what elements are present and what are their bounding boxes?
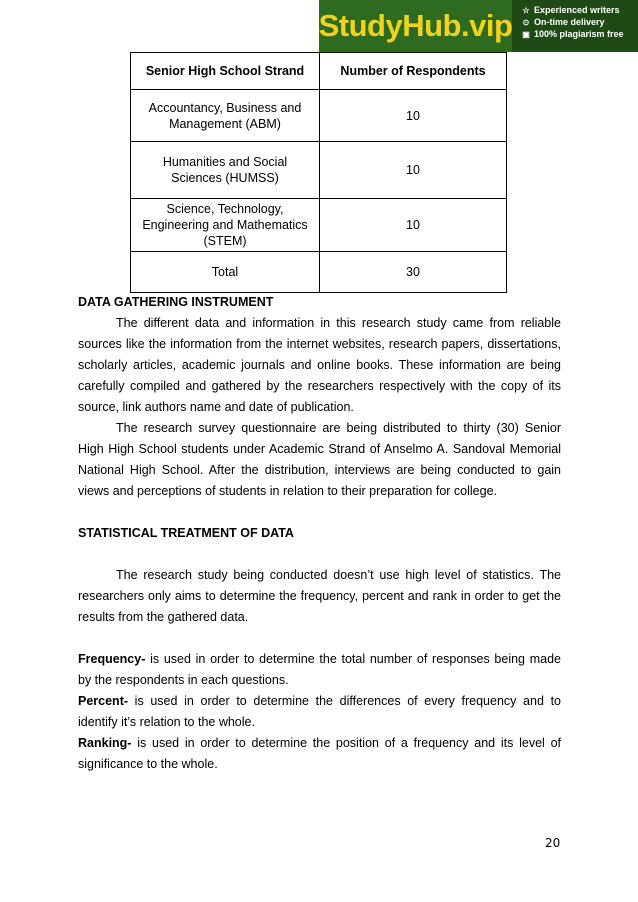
feature-list bbox=[512, 0, 638, 52]
feature-text: On-time delivery bbox=[534, 17, 605, 27]
table-row bbox=[131, 142, 507, 199]
percent-text: is used in order to determine the differences of every frequency and to identify it’s relation to the whole. bbox=[78, 694, 561, 729]
clock-icon: ⊙ bbox=[522, 17, 530, 27]
spacer bbox=[78, 502, 561, 523]
table-row bbox=[131, 90, 507, 142]
count-cell: 10 bbox=[320, 90, 507, 142]
strand-cell: Humanities and Social Sciences (HUMSS) bbox=[131, 142, 320, 199]
feature-text: 100% plagiarism free bbox=[534, 29, 624, 39]
table-header-row bbox=[131, 53, 507, 90]
frequency-text: is used in order to determine the total number of responses being made by the respondents in each questions. bbox=[78, 652, 561, 687]
instrument-heading: DATA GATHERING INSTRUMENT bbox=[78, 295, 274, 309]
total-label-cell: Total bbox=[131, 252, 320, 293]
count-cell: 10 bbox=[320, 199, 507, 252]
respondents-table bbox=[130, 52, 507, 293]
spacer bbox=[78, 544, 561, 565]
frequency-definition bbox=[78, 649, 561, 691]
percent-term: Percent- bbox=[78, 694, 129, 708]
studyhub-logo[interactable] bbox=[319, 0, 512, 52]
page-number: 20 bbox=[545, 836, 561, 850]
count-cell: 10 bbox=[320, 142, 507, 199]
feature-item bbox=[520, 16, 638, 28]
feature-item bbox=[520, 4, 638, 16]
feature-text: Experienced writers bbox=[534, 5, 620, 15]
total-count-cell: 30 bbox=[320, 252, 507, 293]
ranking-text: is used in order to determine the position of a frequency and its level of significance to the whole. bbox=[78, 736, 561, 771]
stats-paragraph: The research study being conducted doesn’t use high level of statistics. The researchers only aims to determine the frequency, percent and rank in order to get the results from the gathered data. bbox=[78, 568, 561, 624]
stats-heading: STATISTICAL TREATMENT OF DATA bbox=[78, 526, 294, 540]
strand-cell: Science, Technology, Engineering and Mathematics (STEM) bbox=[131, 199, 320, 252]
ranking-term: Ranking- bbox=[78, 736, 132, 750]
logo-text: StudyHub.vip bbox=[318, 8, 513, 43]
star-icon: ☆ bbox=[522, 5, 530, 15]
table-row bbox=[131, 199, 507, 252]
header-strand: Senior High School Strand bbox=[131, 53, 320, 90]
header-respondents: Number of Respondents bbox=[320, 53, 507, 90]
studyhub-banner[interactable] bbox=[319, 0, 638, 52]
ranking-definition bbox=[78, 733, 561, 775]
document-check-icon: ▣ bbox=[522, 29, 530, 39]
instrument-paragraph-1: The different data and information in this research study came from reliable sources like the information from the internet websites, research papers, dissertations, scholarly articles, academic journals and online books. These information are being carefully compiled and gathered by the researchers respectively with the copy of its source, link authors name and date of publication. bbox=[78, 316, 561, 414]
table-row-total bbox=[131, 252, 507, 293]
frequency-term: Frequency- bbox=[78, 652, 146, 666]
instrument-paragraph-2: The research survey questionnaire are being distributed to thirty (30) Senior High High School students under Academic Strand of Anselmo A. Sandoval Memorial National High School. After the distribution, interviews are being conducted to gain views and perceptions of students in relation to their preparation for college. bbox=[78, 421, 561, 498]
strand-cell: Accountancy, Business and Management (ABM) bbox=[131, 90, 320, 142]
spacer bbox=[78, 628, 561, 649]
feature-item bbox=[520, 28, 638, 40]
percent-definition bbox=[78, 691, 561, 733]
document-body bbox=[78, 292, 561, 775]
